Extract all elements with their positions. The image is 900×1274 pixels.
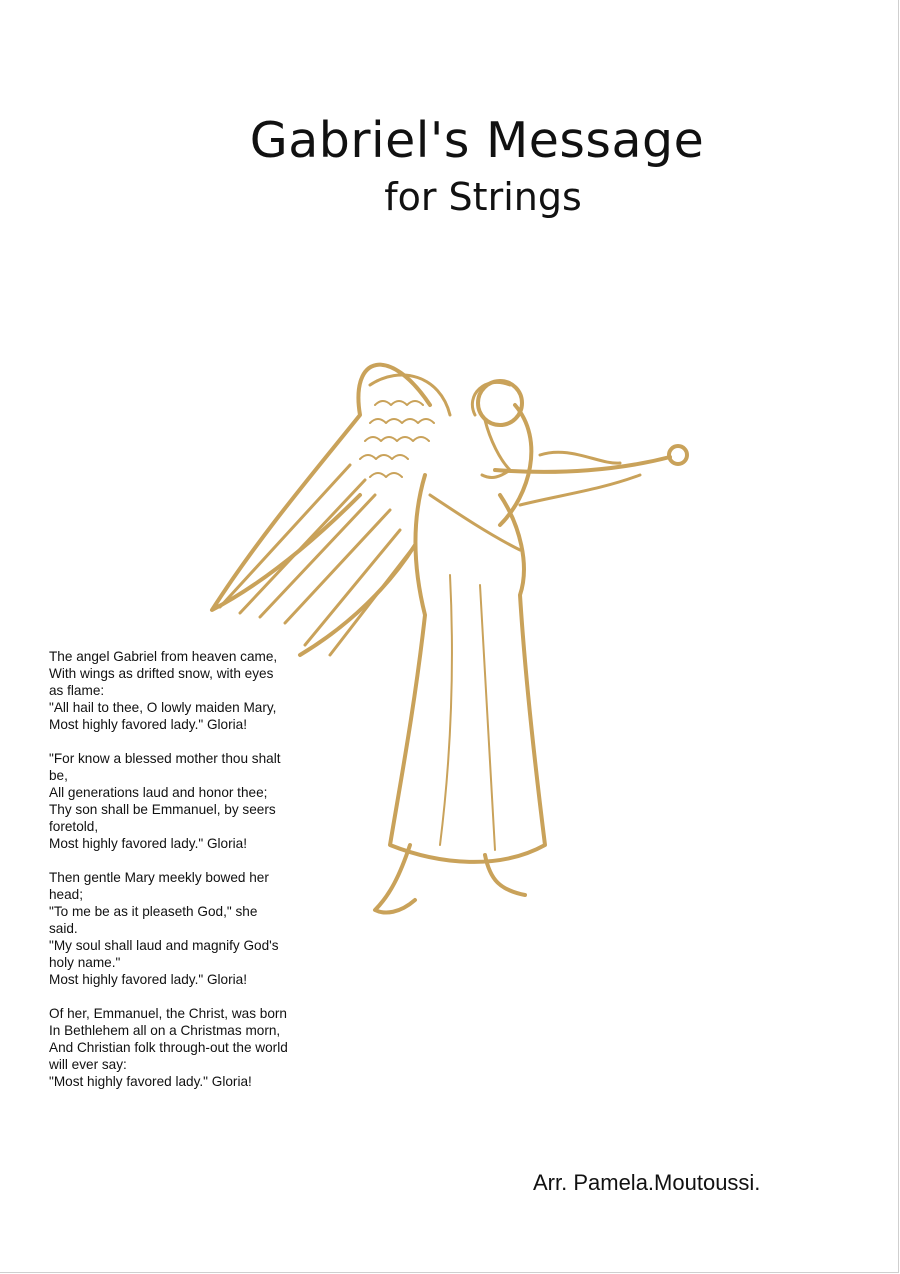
lyrics-block — [49, 648, 289, 1107]
lyric-line: "To me be as it pleaseth God," she said. — [49, 904, 258, 936]
lyric-line: All generations laud and honor thee; — [49, 785, 268, 800]
lyric-line: "My soul shall laud and magnify God's holy name." — [49, 938, 279, 970]
lyric-line: With wings as drifted snow, with eyes as flame: — [49, 666, 274, 698]
lyric-line: "All hail to thee, O lowly maiden Mary, — [49, 700, 277, 715]
lyric-line: In Bethlehem all on a Christmas morn, — [49, 1023, 281, 1038]
lyrics-stanza — [49, 1005, 289, 1090]
lyric-line: "For know a blessed mother thou shalt be, — [49, 751, 281, 783]
lyric-line: Most highly favored lady." Gloria! — [49, 836, 247, 851]
lyric-line: Then gentle Mary meekly bowed her head; — [49, 870, 269, 902]
lyric-line: Most highly favored lady." Gloria! — [49, 972, 247, 987]
lyrics-stanza — [49, 750, 289, 852]
lyrics-stanza — [49, 648, 289, 733]
arranger-credit: Arr. Pamela.Moutoussi. — [533, 1170, 761, 1195]
lyric-line: Most highly favored lady." Gloria! — [49, 717, 247, 732]
lyric-line: The angel Gabriel from heaven came, — [49, 649, 278, 664]
lyric-line: And Christian folk through-out the world will ever say: — [49, 1040, 288, 1072]
page-subtitle: for Strings — [384, 175, 582, 219]
lyric-line: Of her, Emmanuel, the Christ, was born — [49, 1006, 287, 1021]
lyric-line: Thy son shall be Emmanuel, by seers foretold, — [49, 802, 276, 834]
page-title: Gabriel's Message — [249, 112, 705, 169]
lyric-line: "Most highly favored lady." Gloria! — [49, 1074, 252, 1089]
lyrics-stanza — [49, 869, 289, 988]
